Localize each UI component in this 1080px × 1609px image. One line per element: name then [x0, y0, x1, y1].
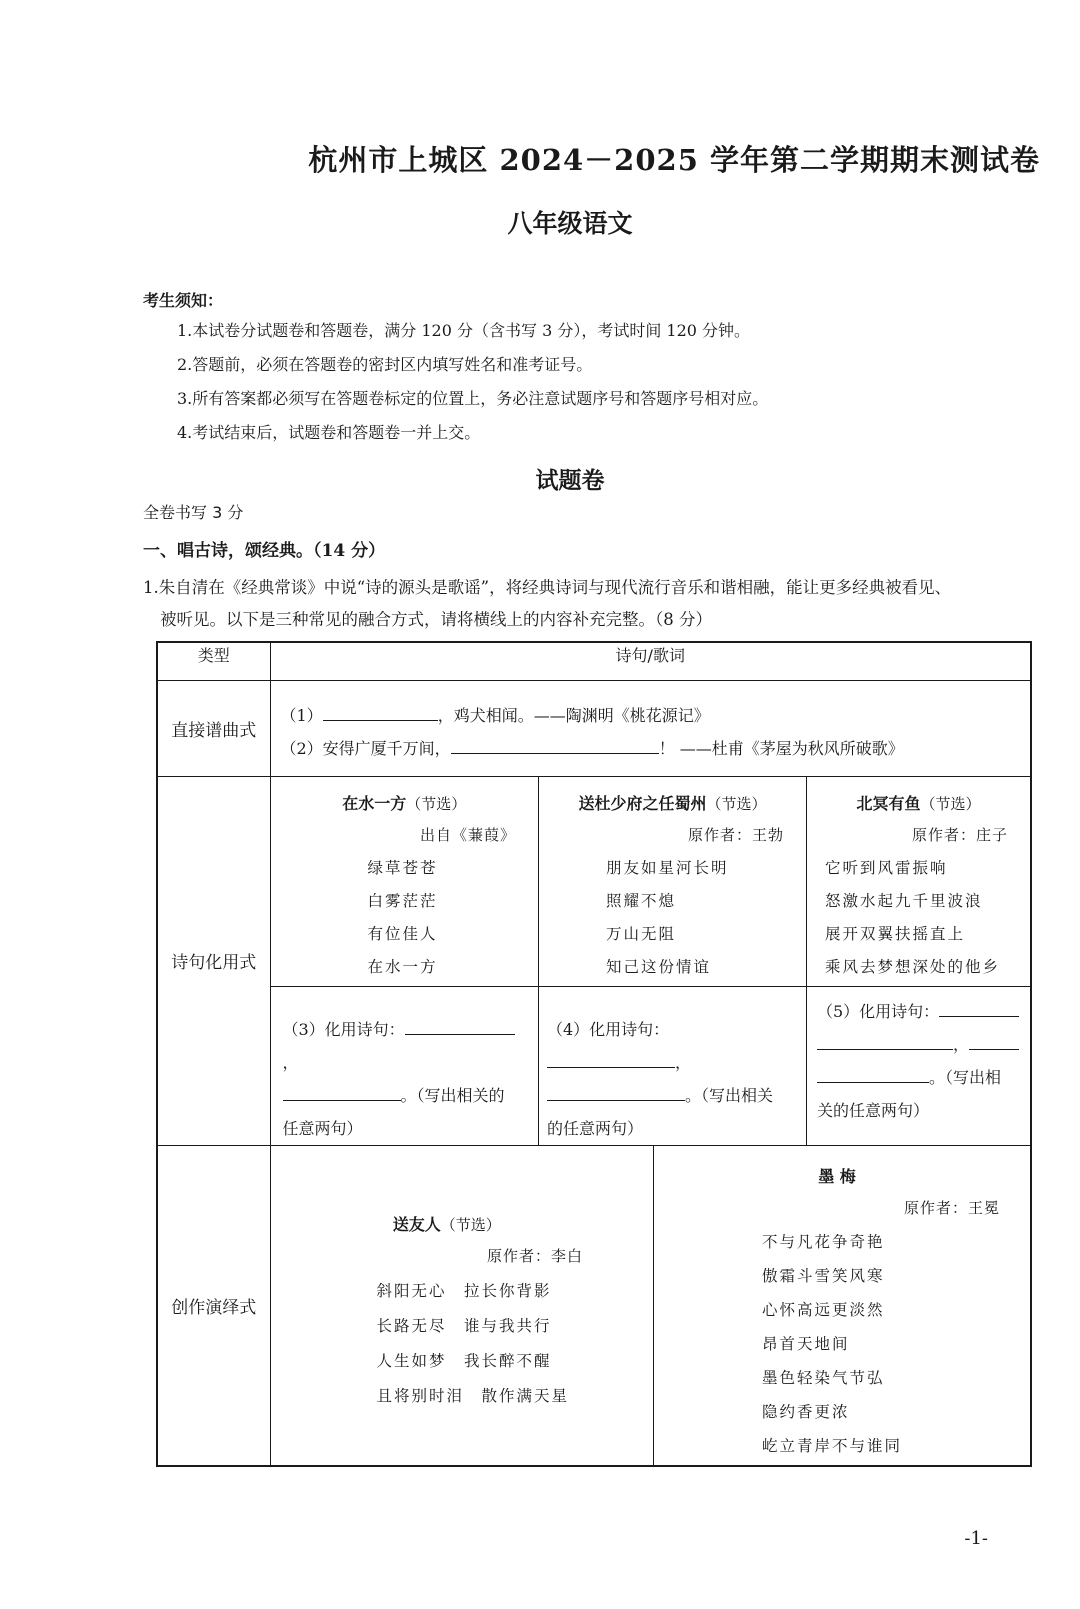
- poem-line: 屹立青岸不与谁同: [762, 1437, 903, 1455]
- poem-title: 在水一方（节选）: [342, 793, 467, 813]
- item2-suffix: ！ ——杜甫《茅屋为秋风所破歌》: [658, 738, 904, 758]
- section-title: 试题卷: [535, 467, 605, 494]
- fill-prefix: （3）化用诗句：: [282, 1020, 405, 1039]
- poem-line: 朋友如星河长明: [606, 858, 729, 877]
- adapt-subtable: [271, 777, 1031, 1146]
- poem-title: 墨 梅: [818, 1167, 856, 1186]
- fill-end: 。（写出相: [929, 1068, 1002, 1087]
- fill-prefix: （5）化用诗句：: [817, 1002, 940, 1021]
- poem-title: 北冥有鱼（节选）: [856, 793, 981, 813]
- question-table: [156, 641, 1032, 1467]
- notice-item-3: 3.所有答案都必须写在答题卷标定的位置上，务必注意试题序号和答题序号相对应。: [177, 389, 769, 408]
- poem-line: 心怀高远更淡然: [762, 1301, 885, 1319]
- poem-line: 人生如梦 我长醉不醒: [376, 1352, 552, 1370]
- poem-line: 它听到风雷振响: [825, 858, 948, 877]
- poem-line: 有位佳人: [367, 924, 438, 943]
- notice-title: 考生须知：: [143, 291, 224, 310]
- answer-blank-5b[interactable]: [817, 1032, 953, 1050]
- direct-items: [271, 681, 1031, 765]
- fill-comma: ，: [675, 1053, 692, 1072]
- poem-line: 墨色轻染气节弘: [762, 1369, 885, 1387]
- row-label-create: 创作演绎式: [157, 1146, 270, 1467]
- item1-prefix: （1）: [280, 705, 323, 725]
- poem-line: 白雾茫茫: [367, 891, 438, 910]
- direct-item-1: [281, 699, 1031, 732]
- poem-line: 长路无尽 谁与我共行: [376, 1317, 552, 1335]
- poem-line: 隐约香更浓: [762, 1403, 850, 1421]
- item2-prefix: （2）安得广厦千万间，: [280, 738, 451, 758]
- part1-title: 一、唱古诗，颂经典。（14 分）: [143, 541, 386, 561]
- poem-card-songyouren: [271, 1146, 654, 1465]
- poem-card-1: [271, 777, 539, 987]
- poem-line: 万山无阻: [606, 924, 677, 943]
- fill-tail: 任意两句）: [282, 1119, 363, 1138]
- answer-blank-1[interactable]: [323, 703, 438, 721]
- poem-line: 不与凡花争奇艳: [762, 1233, 885, 1251]
- fill-cell-5: [807, 987, 1031, 1146]
- notice-item-4: 4.考试结束后，试题卷和答题卷一并上交。: [177, 423, 481, 442]
- item1-suffix: ，鸡犬相闻。——陶渊明《桃花源记》: [437, 705, 710, 725]
- fill-comma: ，: [282, 1053, 299, 1072]
- notice-item-1: 1.本试卷分试题卷和答题卷，满分 120 分（含书写 3 分），考试时间 120 分钟。: [177, 321, 751, 340]
- row-label-direct: 直接谱曲式: [157, 680, 270, 776]
- poem-line: 怒激水起九千里波浪: [825, 891, 983, 910]
- poem-line: 昂首天地间: [762, 1335, 850, 1353]
- direct-item-2: [281, 732, 1031, 765]
- fill-comma: ，: [953, 1035, 970, 1054]
- fill-cell-4: [539, 987, 807, 1146]
- poem-author: 原作者：庄子: [911, 825, 1008, 844]
- notice-item-2: 2.答题前，必须在答题卷的密封区内填写姓名和准考证号。: [177, 355, 593, 374]
- create-subtable: [271, 1146, 1031, 1465]
- poem-card-momei: [654, 1146, 1031, 1465]
- answer-blank-3b[interactable]: [283, 1083, 401, 1101]
- poem-line: 照耀不熄: [606, 891, 677, 910]
- page-number: -1-: [964, 1528, 988, 1549]
- fill-end: 。（写出相关: [685, 1086, 774, 1105]
- poem-line: 且将别时泪 散作满天星: [376, 1387, 570, 1405]
- writing-score: 全卷书写 3 分: [143, 503, 244, 522]
- question1-line2: 被听见。以下是三种常见的融合方式，请将横线上的内容补充完整。（8 分）: [160, 610, 712, 629]
- answer-blank-5a[interactable]: [939, 999, 1019, 1017]
- row-label-adapt: 诗句化用式: [157, 776, 270, 1146]
- poem-title: 送杜少府之任蜀州（节选）: [578, 793, 767, 813]
- fill-cell-3: [271, 987, 539, 1146]
- answer-blank-3a[interactable]: [405, 1017, 515, 1035]
- poem-line: 斜阳无心 拉长你背影: [376, 1282, 552, 1300]
- question1-line1: 1.朱自清在《经典常谈》中说“诗的源头是歌谣”，将经典诗词与现代流行音乐和谐相融，能让更多经典被看见、: [143, 578, 952, 597]
- poem-author: 原作者：王冕: [903, 1199, 1000, 1217]
- poem-author: 原作者：王勃: [687, 825, 784, 844]
- fill-tail: 的任意两句）: [547, 1119, 644, 1138]
- poem-line: 在水一方: [367, 957, 438, 976]
- poem-card-2: [539, 777, 807, 987]
- answer-blank-5c[interactable]: [969, 1032, 1019, 1050]
- fill-end: 。（写出相关的: [400, 1086, 505, 1105]
- poem-line: 展开双翼扶摇直上: [825, 924, 966, 943]
- poem-card-3: [807, 777, 1031, 987]
- exam-subtitle: 八年级语文: [507, 209, 633, 238]
- answer-blank-4b[interactable]: [547, 1083, 685, 1101]
- poem-line: 傲霜斗雪笑风寒: [762, 1267, 885, 1285]
- answer-blank-2[interactable]: [451, 736, 659, 754]
- answer-blank-5d[interactable]: [817, 1065, 929, 1083]
- exam-title: 杭州市上城区 2024－2025 学年第二学期期末测试卷: [308, 143, 1040, 177]
- answer-blank-4a[interactable]: [547, 1050, 675, 1068]
- poem-author: 出自《蒹葭》: [419, 825, 516, 844]
- table-header-type: 类型: [157, 642, 270, 680]
- poem-author: 原作者：李白: [486, 1247, 583, 1265]
- poem-line: 绿草苍苍: [367, 858, 438, 877]
- poem-line: 知己这份情谊: [606, 957, 712, 976]
- poem-title: 送友人（节选）: [392, 1215, 501, 1234]
- fill-prefix: （4）化用诗句：: [547, 1020, 670, 1039]
- fill-tail: 关的任意两句）: [817, 1101, 930, 1120]
- poem-line: 乘风去梦想深处的他乡: [825, 957, 1001, 976]
- table-header-content: 诗句/歌词: [270, 642, 1031, 680]
